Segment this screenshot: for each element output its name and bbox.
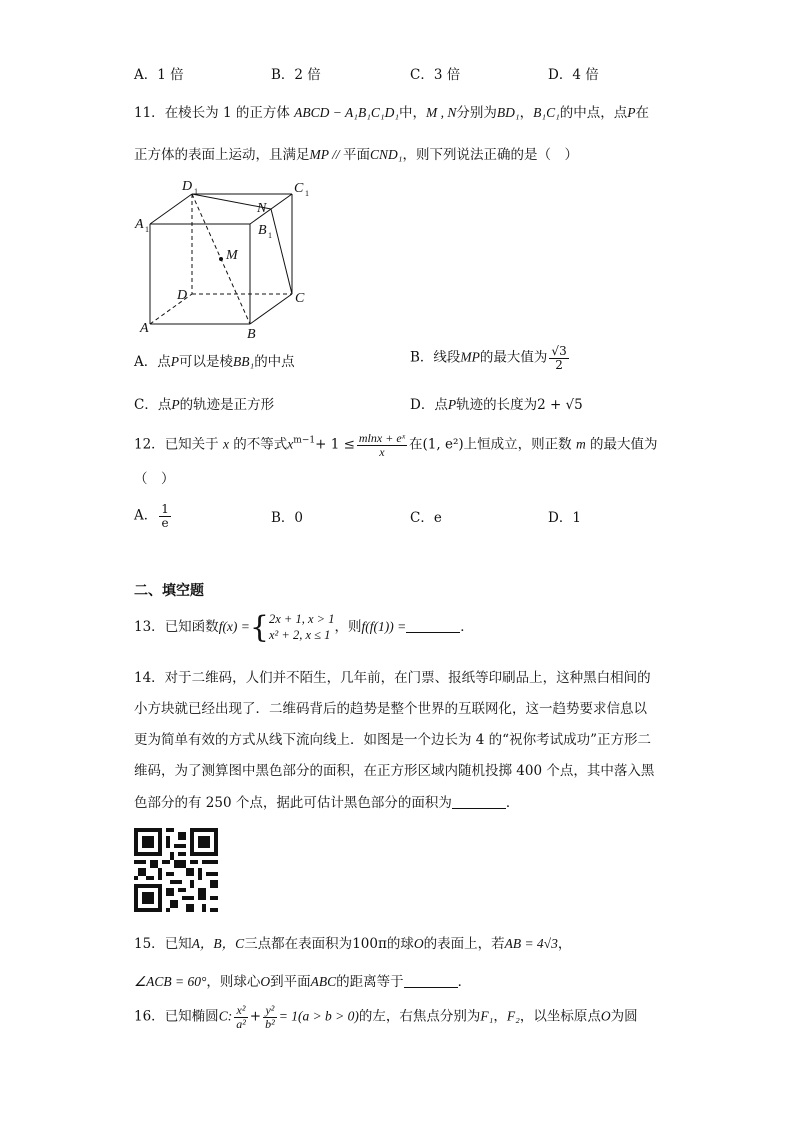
label-b1-sub: 1: [268, 231, 272, 240]
label-d1: D: [182, 179, 193, 194]
fraction: $\frac{\text{x²}}{\text{a²}}$: [236, 1003, 246, 1031]
label-c1: C: [294, 181, 304, 196]
q10-option-c: C．3 倍: [410, 67, 461, 83]
q14-line-5: 色部分的有 250 个点，据此可估计黑色部分的面积为 ．: [134, 795, 520, 811]
cube-figure: [130, 172, 330, 342]
q11-option-b: B．线段MP的最大值为 $\frac{√3}{2}$: [410, 344, 567, 372]
q14-line-3: 更为简单有效的方式从线下流向线上．如图是一个边长为 4 的“祝你考试成功”正方形二: [134, 732, 651, 748]
segment-n-c: [271, 209, 292, 294]
q10-option-a: A．1 倍: [134, 67, 184, 83]
q14-line-1: 14．对于二维码，人们并不陌生，几年前，在门票、报纸等印刷品上，这种黑白相间的: [134, 670, 651, 686]
q12-option-a: A． $\frac{1}{e}$: [134, 502, 169, 530]
label-a1-sub: 1: [145, 225, 149, 234]
label-b: B: [247, 327, 256, 342]
fraction: $\frac{\text{y²}}{\text{b²}}$: [265, 1003, 275, 1031]
label-a1: A: [135, 217, 144, 232]
q12-paren: （ ）: [134, 471, 175, 487]
answer-blank[interactable]: [404, 975, 458, 988]
q11-option-d: D．点P轨迹的长度为2 + √5: [410, 397, 583, 413]
label-b1: B: [258, 223, 267, 238]
cube-name: ABCD − A₁B₁C₁D₁: [294, 105, 400, 120]
q11-option-a: A．点P可以是棱BB₁的中点: [134, 354, 295, 370]
edge-b-c: [250, 294, 292, 324]
q11-line1: 11．在棱长为 1 的正方体 ABCD − A₁B₁C₁D₁中，M , N分别为BD₁，B₁C₁的中点，点P在: [134, 105, 650, 121]
q13-line: 13．已知函数f(x) ={ 2x + 1, x > 1 x² + 2, x ≤ 1 ，则f(f(1)) = ．: [134, 609, 474, 645]
point-m: [219, 257, 223, 261]
piecewise-cases: 2x + 1, x > 1 x² + 2, x ≤ 1: [269, 612, 335, 642]
label-a: A: [140, 321, 149, 336]
q14-line-4: 维码，为了测算图中黑色部分的面积，在正方形区域内随机投掷 400 个点，其中落入黑: [134, 763, 655, 779]
q11-line2: 正方体的表面上运动，且满足MP // 平面CND₁，则下列说法正确的是（ ）: [134, 147, 578, 163]
fraction: $\frac{√3}{2}$: [551, 344, 567, 372]
q12-option-c: C．e: [410, 510, 442, 526]
q15-line1: 15．已知A，B，C三点都在表面积为100π的球O的表面上，若AB = 4√3，: [134, 936, 572, 952]
label-c: C: [295, 291, 305, 306]
q12-option-b: B．0: [271, 510, 304, 526]
q11-number: 11．: [134, 105, 165, 121]
q12-line1: 12．已知关于 x 的不等式$x^{m-1}+ 1$ ≤ $\frac{\text{mlnx + eˣ}}{x}$ 在(1, e²)上恒成立，则正数 m 的最大值为: [134, 431, 658, 459]
q12-option-d: D．1: [548, 510, 581, 526]
section-heading: 二、填空题: [134, 583, 204, 599]
edge-a1-d1: [150, 194, 192, 224]
q15-line2: ∠ACB = 60°，则球心O到平面ABC的距离等于 ．: [134, 974, 472, 990]
fraction: $\frac{\text{mlnx + eˣ}}{x}$: [358, 431, 406, 459]
label-d1-sub: 1: [194, 187, 198, 196]
label-d: D: [177, 288, 188, 303]
qr-code-image: [134, 828, 218, 912]
label-n: N: [257, 201, 267, 216]
answer-blank[interactable]: [406, 620, 460, 633]
answer-blank[interactable]: [452, 796, 506, 809]
q16-line1: 16．已知椭圆C: $\frac{\text{x²}}{\text{a²}}$ + $\frac{\text{y²}}{\text{b²}}$ = 1(a > b > 0)的左，右焦点分别为F₁，F₂，以坐标原点O为圆: [134, 1003, 638, 1031]
q11-option-c: C．点P的轨迹是正方形: [134, 397, 275, 413]
q14-line-2: 小方块就已经出现了．二维码背后的趋势是整个世界的互联网化，这一趋势要求信息以: [134, 701, 647, 717]
q10-option-d: D．4 倍: [548, 67, 599, 83]
brace: {: [249, 609, 269, 645]
label-c1-sub: 1: [305, 189, 309, 198]
q10-option-b: B．2 倍: [271, 67, 321, 83]
label-m: M: [226, 248, 238, 263]
fraction: $\frac{1}{e}$: [161, 502, 169, 530]
